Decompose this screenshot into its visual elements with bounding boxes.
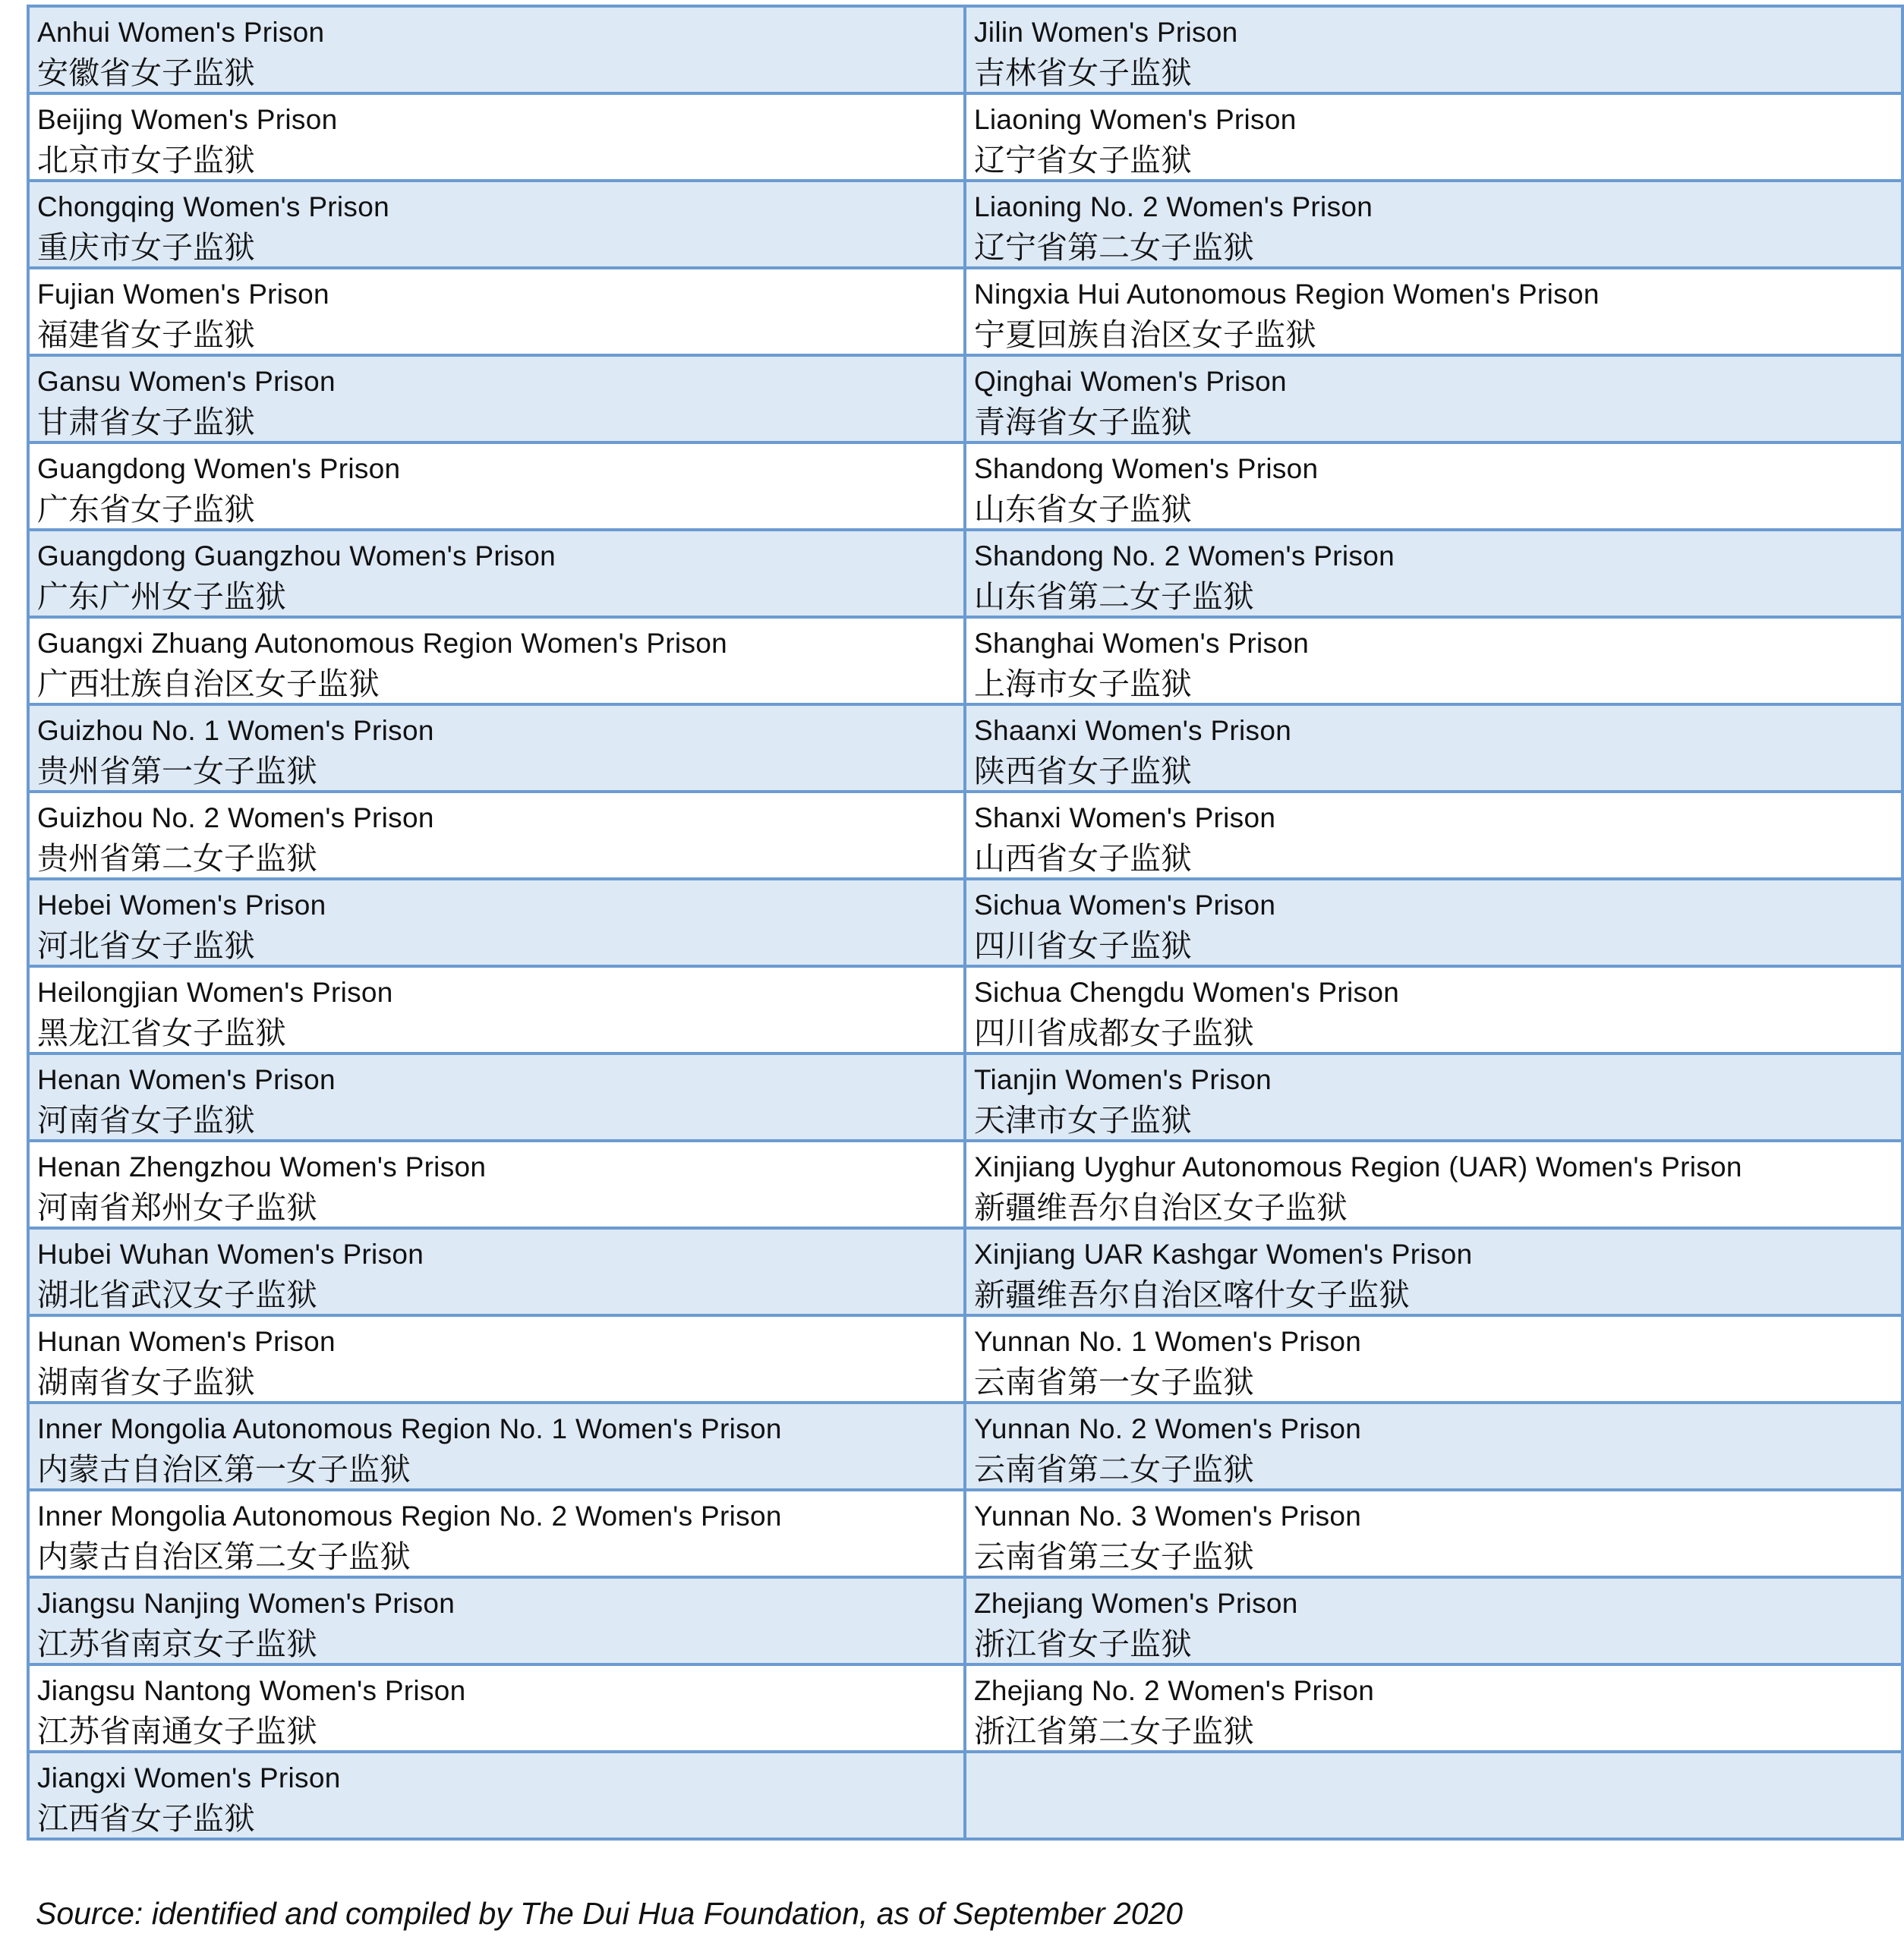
prison-name-english: Beijing Women's Prison	[37, 104, 338, 135]
prison-name-chinese: 江苏省南京女子监狱	[37, 1626, 317, 1662]
prison-name-english: Shandong Women's Prison	[974, 453, 1319, 484]
prison-cell-right	[965, 792, 1902, 879]
prison-cell-right	[965, 6, 1902, 93]
prison-name-chinese: 河南省女子监狱	[37, 1102, 255, 1138]
prison-name-english: Shaanxi Women's Prison	[974, 715, 1292, 746]
table-row	[28, 1664, 1902, 1752]
table-row	[28, 1228, 1902, 1315]
prison-name-chinese: 新疆维吾尔自治区喀什女子监狱	[974, 1277, 1410, 1313]
prison-cell-right	[965, 1141, 1902, 1228]
prison-name-english: Fujian Women's Prison	[37, 279, 329, 310]
prison-name-chinese: 四川省女子监狱	[974, 927, 1192, 964]
prison-name-chinese: 上海市女子监狱	[974, 666, 1192, 702]
prison-name-english: Chongqing Women's Prison	[37, 191, 389, 222]
prison-cell-right	[965, 879, 1902, 966]
prison-cell-left	[28, 1141, 965, 1228]
prison-name-chinese: 辽宁省第二女子监狱	[974, 229, 1254, 266]
prison-name-chinese: 湖南省女子监狱	[37, 1364, 255, 1400]
table-row	[28, 181, 1902, 268]
table-row	[28, 1752, 1902, 1839]
prison-name-chinese: 湖北省武汉女子监狱	[37, 1277, 317, 1313]
prison-cell-right	[965, 355, 1902, 442]
prison-name-chinese: 浙江省女子监狱	[974, 1626, 1192, 1662]
prison-cell-right	[965, 1490, 1902, 1577]
prison-name-chinese: 安徽省女子监狱	[37, 55, 255, 91]
prison-name-chinese: 江苏省南通女子监狱	[37, 1713, 317, 1749]
prison-name-english: Shanxi Women's Prison	[974, 802, 1276, 833]
table-row	[28, 6, 1902, 93]
table-row	[28, 1053, 1902, 1141]
prison-name-english: Qinghai Women's Prison	[974, 366, 1287, 397]
prison-cell-left	[28, 442, 965, 530]
prison-name-english: Inner Mongolia Autonomous Region No. 2 Women's Prison	[37, 1501, 782, 1532]
prison-name-english: Gansu Women's Prison	[37, 366, 336, 397]
table-row	[28, 792, 1902, 879]
prison-cell-left	[28, 1577, 965, 1664]
table-row	[28, 1315, 1902, 1403]
prison-cell-right	[965, 268, 1902, 355]
prison-name-chinese: 河北省女子监狱	[37, 927, 255, 964]
prison-cell-left	[28, 268, 965, 355]
prison-cell-left	[28, 617, 965, 704]
prison-cell-right	[965, 442, 1902, 530]
prison-cell-right	[965, 617, 1902, 704]
prison-name-chinese: 广东广州女子监狱	[37, 578, 286, 615]
prison-name-chinese: 云南省第二女子监狱	[974, 1451, 1254, 1488]
table-row	[28, 442, 1902, 530]
prison-name-english: Xinjiang Uyghur Autonomous Region (UAR) Women's Prison	[974, 1151, 1742, 1182]
prison-name-english: Anhui Women's Prison	[37, 17, 325, 48]
prison-name-english: Jiangsu Nantong Women's Prison	[37, 1675, 466, 1706]
prison-cell-right	[965, 966, 1902, 1053]
prison-cell-left	[28, 966, 965, 1053]
prison-name-english: Guangdong Women's Prison	[37, 453, 401, 484]
prison-table	[27, 5, 1904, 1841]
source-note: Source: identified and compiled by The Dui Hua Foundation, as of September 2020	[36, 1896, 1184, 1931]
prison-name-chinese: 山东省第二女子监狱	[974, 578, 1254, 615]
prison-name-english: Guangdong Guangzhou Women's Prison	[37, 540, 556, 572]
prison-name-chinese: 山西省女子监狱	[974, 840, 1192, 877]
prison-name-english: Henan Zhengzhou Women's Prison	[37, 1151, 487, 1182]
prison-cell-right	[965, 93, 1902, 181]
table-row	[28, 879, 1902, 966]
prison-name-english: Yunnan No. 3 Women's Prison	[974, 1501, 1362, 1532]
prison-name-english: Guizhou No. 2 Women's Prison	[37, 802, 434, 833]
prison-cell-left	[28, 1315, 965, 1403]
prison-name-chinese: 青海省女子监狱	[974, 404, 1192, 440]
prison-name-chinese: 江西省女子监狱	[37, 1800, 255, 1837]
table-row	[28, 617, 1902, 704]
prison-name-english: Hubei Wuhan Women's Prison	[37, 1239, 424, 1270]
prison-cell-left	[28, 1664, 965, 1752]
prison-table-body	[28, 6, 1902, 1839]
prison-name-english: Jiangsu Nanjing Women's Prison	[37, 1588, 456, 1619]
prison-name-english: Inner Mongolia Autonomous Region No. 1 Women's Prison	[37, 1413, 782, 1444]
table-row	[28, 355, 1902, 442]
prison-name-english: Yunnan No. 2 Women's Prison	[974, 1413, 1362, 1444]
table-row	[28, 530, 1902, 617]
prison-name-english: Jiangxi Women's Prison	[37, 1762, 341, 1793]
prison-name-english: Guangxi Zhuang Autonomous Region Women's Prison	[37, 628, 728, 659]
prison-name-english: Zhejiang No. 2 Women's Prison	[974, 1675, 1375, 1706]
prison-name-chinese: 云南省第三女子监狱	[974, 1538, 1254, 1575]
prison-cell-right	[965, 1664, 1902, 1752]
prison-cell-left	[28, 181, 965, 268]
prison-name-english: Jilin Women's Prison	[974, 17, 1238, 48]
prison-name-chinese: 陕西省女子监狱	[974, 753, 1192, 789]
prison-name-chinese: 贵州省第一女子监狱	[37, 753, 317, 789]
table-row	[28, 1490, 1902, 1577]
prison-name-english: Liaoning No. 2 Women's Prison	[974, 191, 1373, 222]
prison-name-english: Sichua Chengdu Women's Prison	[974, 977, 1400, 1008]
prison-name-chinese: 辽宁省女子监狱	[974, 142, 1192, 178]
prison-name-english: Hunan Women's Prison	[37, 1326, 336, 1357]
prison-cell-right	[965, 1403, 1902, 1490]
prison-name-english: Yunnan No. 1 Women's Prison	[974, 1326, 1362, 1357]
table-row	[28, 1577, 1902, 1664]
prison-name-english: Zhejiang Women's Prison	[974, 1588, 1298, 1619]
prison-cell-left	[28, 879, 965, 966]
prison-cell-right	[965, 1053, 1902, 1141]
prison-name-chinese: 福建省女子监狱	[37, 316, 255, 353]
prison-name-chinese: 贵州省第二女子监狱	[37, 840, 317, 877]
prison-name-chinese: 黑龙江省女子监狱	[37, 1015, 286, 1051]
prison-name-chinese: 广西壮族自治区女子监狱	[37, 666, 380, 702]
prison-cell-left	[28, 1228, 965, 1315]
prison-name-english: Heilongjian Women's Prison	[37, 977, 393, 1008]
prison-cell-right	[965, 181, 1902, 268]
prison-cell-left	[28, 792, 965, 879]
prison-name-english: Henan Women's Prison	[37, 1064, 336, 1095]
prison-name-chinese: 云南省第一女子监狱	[974, 1364, 1254, 1400]
prison-cell-right	[965, 1577, 1902, 1664]
prison-cell-left	[28, 1490, 965, 1577]
prison-name-english: Tianjin Women's Prison	[974, 1064, 1272, 1095]
prison-cell-left	[28, 704, 965, 792]
prison-cell-right	[965, 1228, 1902, 1315]
prison-cell-right	[965, 530, 1902, 617]
prison-name-english: Guizhou No. 1 Women's Prison	[37, 715, 434, 746]
prison-name-chinese: 浙江省第二女子监狱	[974, 1713, 1254, 1749]
prison-name-chinese: 吉林省女子监狱	[974, 55, 1192, 91]
prison-name-chinese: 内蒙古自治区第一女子监狱	[37, 1451, 411, 1488]
prison-name-english: Shandong No. 2 Women's Prison	[974, 540, 1395, 572]
prison-name-chinese: 四川省成都女子监狱	[974, 1015, 1254, 1051]
prison-name-chinese: 重庆市女子监狱	[37, 229, 255, 266]
prison-cell-left	[28, 6, 965, 93]
prison-name-chinese: 宁夏回族自治区女子监狱	[974, 316, 1316, 353]
prison-name-chinese: 北京市女子监狱	[37, 142, 255, 178]
table-row	[28, 966, 1902, 1053]
prison-name-chinese: 内蒙古自治区第二女子监狱	[37, 1538, 411, 1575]
prison-name-chinese: 广东省女子监狱	[37, 491, 255, 527]
prison-cell-right	[965, 1315, 1902, 1403]
prison-name-chinese: 天津市女子监狱	[974, 1102, 1192, 1138]
prison-name-english: Xinjiang UAR Kashgar Women's Prison	[974, 1239, 1473, 1270]
prison-cell-left	[28, 1053, 965, 1141]
table-row	[28, 1141, 1902, 1228]
prison-name-english: Sichua Women's Prison	[974, 890, 1276, 921]
prison-name-english: Hebei Women's Prison	[37, 890, 326, 921]
prison-name-english: Liaoning Women's Prison	[974, 104, 1297, 135]
prison-cell-left	[28, 355, 965, 442]
prison-name-chinese: 甘肃省女子监狱	[37, 404, 255, 440]
table-row	[28, 268, 1902, 355]
prison-name-english: Ningxia Hui Autonomous Region Women's Prison	[974, 279, 1600, 310]
prison-cell-left	[28, 1403, 965, 1490]
table-row	[28, 93, 1902, 181]
prison-cell-right	[965, 1752, 1902, 1839]
prison-name-chinese: 山东省女子监狱	[974, 491, 1192, 527]
prison-name-chinese: 新疆维吾尔自治区女子监狱	[974, 1189, 1348, 1226]
prison-cell-right	[965, 704, 1902, 792]
prison-cell-left	[28, 1752, 965, 1839]
prison-name-chinese: 河南省郑州女子监狱	[37, 1189, 317, 1226]
prison-cell-left	[28, 530, 965, 617]
prison-name-english: Shanghai Women's Prison	[974, 628, 1310, 659]
prison-cell-left	[28, 93, 965, 181]
table-row	[28, 704, 1902, 792]
table-row	[28, 1403, 1902, 1490]
